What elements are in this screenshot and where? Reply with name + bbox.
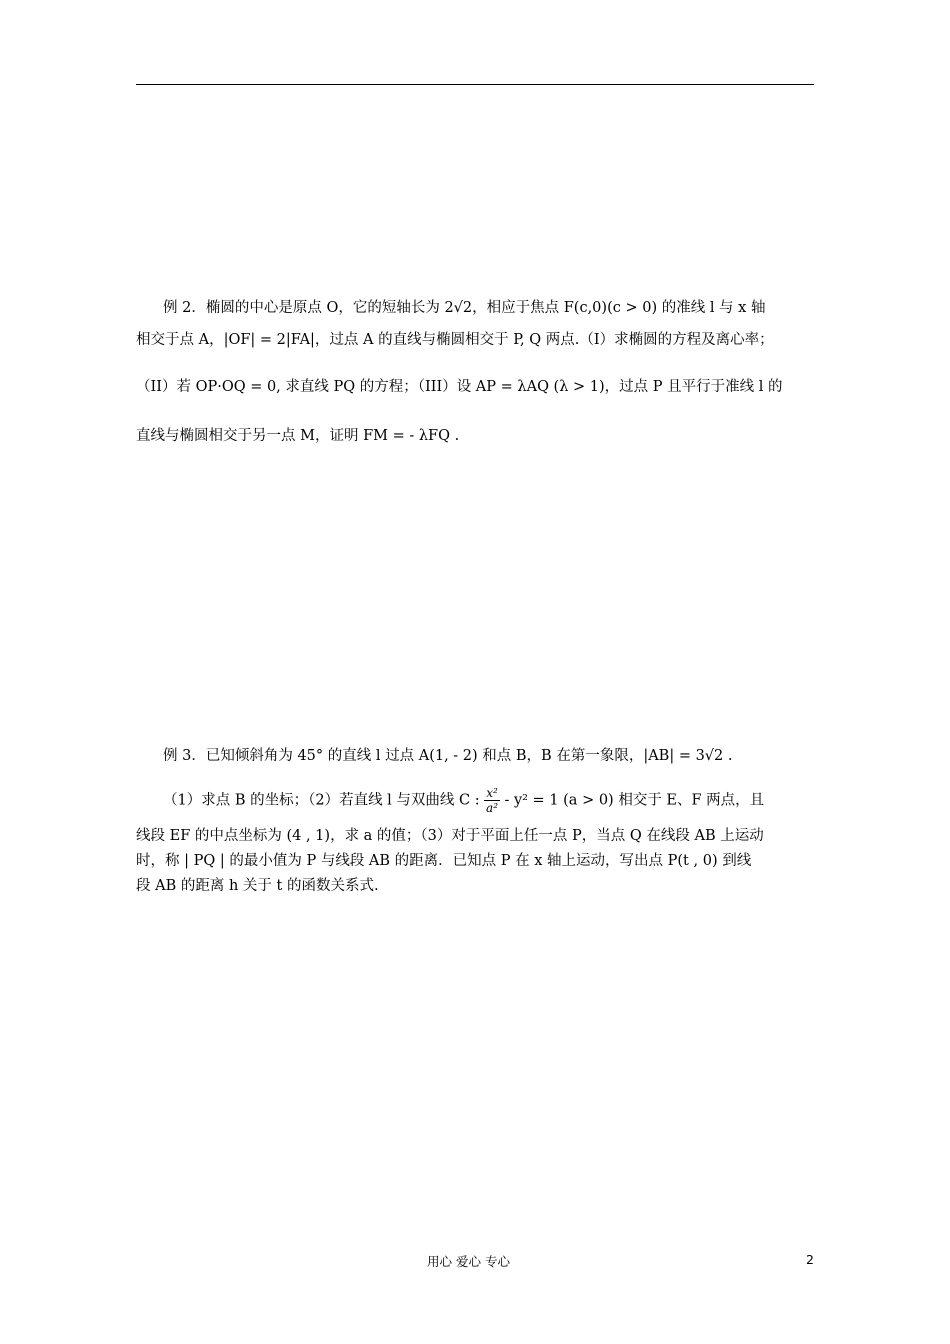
example-3-line-2-before: （1）求点 B 的坐标；（2）若直线 l 与双曲线 C :: [163, 792, 480, 809]
example-3-line-3: 线段 EF 的中点坐标为 (4 , 1)，求 a 的值；（3）对于平面上任一点 P，当点 Q 在线段 AB 上运动: [136, 828, 764, 844]
example-2-line-3: （II）若 OP·OQ = 0, 求直线 PQ 的方程；（III）设 AP = λAQ (λ > 1)，过点 P 且平行于准线 l 的: [136, 379, 783, 395]
header-rule: [136, 84, 814, 85]
example-3-line-1: 例 3．已知倾斜角为 45° 的直线 l 过点 A(1, - 2) 和点 B，B 在第一象限，|AB| = 3√2 .: [163, 748, 733, 764]
example-3-line-2: [163, 786, 764, 815]
example-2-line-2: 相交于点 A，|OF| = 2|FA|，过点 A 的直线与椭圆相交于 P, Q 两点.（I）求椭圆的方程及离心率；: [136, 332, 774, 348]
example-3-line-2-after: - y² = 1 (a > 0) 相交于 E、F 两点，且: [504, 792, 765, 809]
example-2-line-4: 直线与椭圆相交于另一点 M，证明 FM = - λFQ .: [136, 428, 460, 444]
example-2-line-1: 例 2．椭圆的中心是原点 O，它的短轴长为 2√2，相应于焦点 F(c,0)(c > 0) 的准线 l 与 x 轴: [163, 300, 766, 316]
example-3-line-4: 时，称 | PQ | 的最小值为 P 与线段 AB 的距离．已知点 P 在 x 轴上运动，写出点 P(t , 0) 到线: [136, 853, 752, 869]
fraction-denominator: a²: [486, 801, 499, 815]
footer-slogan: 用心 爱心 专心: [427, 1254, 510, 1269]
hyperbola-fraction: [484, 786, 500, 815]
example-3-line-5: 段 AB 的距离 h 关于 t 的函数关系式.: [136, 878, 379, 894]
page-number: 2: [806, 1252, 814, 1267]
fraction-numerator: x²: [486, 786, 498, 800]
